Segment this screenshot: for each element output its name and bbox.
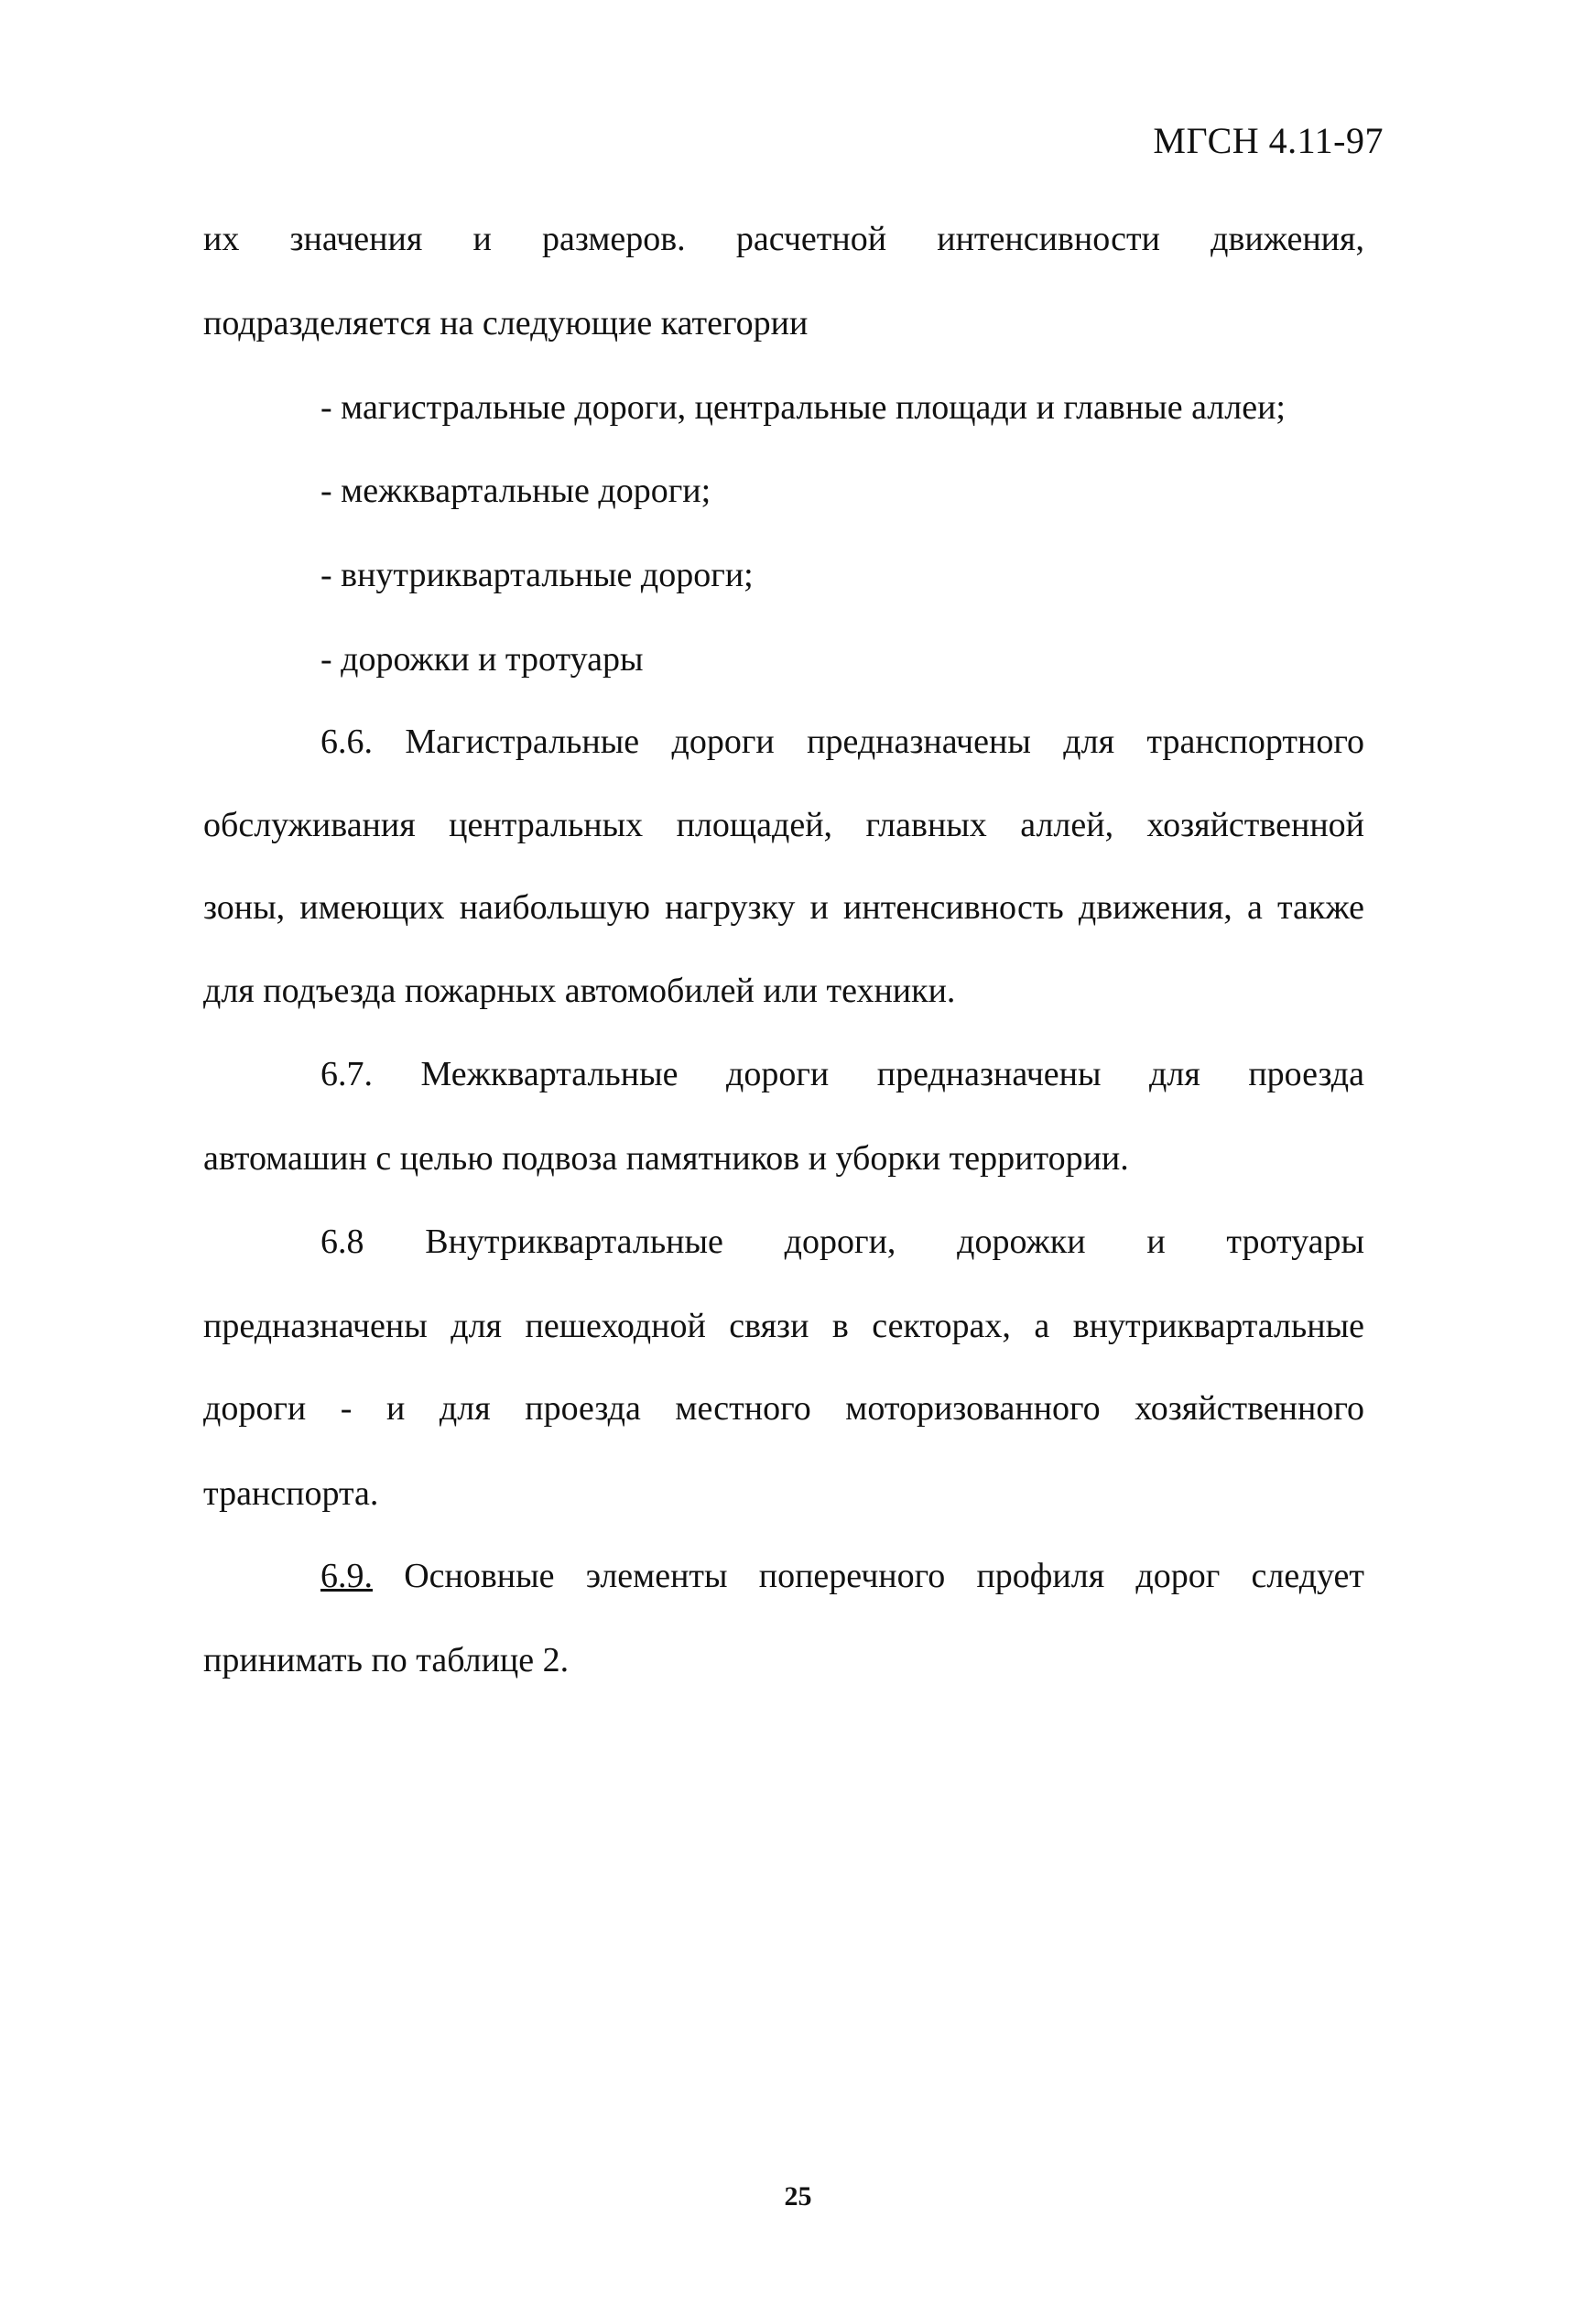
document-code: МГСН 4.11-97 xyxy=(1153,120,1384,161)
body-line: их значения и размеров. расчетной интенсивности движения, xyxy=(203,220,1364,258)
list-item: - дорожки и тротуары xyxy=(320,640,644,679)
paragraph-6-9-line: принимать по таблице 2. xyxy=(203,1641,570,1679)
list-item: - магистральные дороги, центральные площади и главные аллеи; xyxy=(320,388,1286,427)
paragraph-6-8-line: предназначены для пешеходной связи в секторах, а внутриквартальные xyxy=(203,1307,1364,1345)
paragraph-6-8-line: транспорта. xyxy=(203,1474,379,1513)
paragraph-6-7-line: автомашин с целью подвоза памятников и уборки территории. xyxy=(203,1139,1129,1178)
paragraph-6-8-line: дороги - и для проезда местного моторизованного хозяйственного xyxy=(203,1389,1364,1428)
paragraph-6-9-line xyxy=(320,1555,1364,1597)
paragraph-6-6-line: для подъезда пожарных автомобилей или техники. xyxy=(203,972,956,1010)
paragraph-6-7-line: 6.7. Межквартальные дороги предназначены для проезда xyxy=(320,1055,1364,1093)
paragraph-6-8-line: 6.8 Внутриквартальные дороги, дорожки и тротуары xyxy=(320,1223,1364,1261)
paragraph-number: 6.9. xyxy=(320,1557,373,1595)
paragraph-6-6-line: 6.6. Магистральные дороги предназначены для транспортного xyxy=(320,723,1364,761)
page-number: 25 xyxy=(784,2181,812,2212)
body-line: подразделяется на следующие категории xyxy=(203,304,809,342)
paragraph-text: Основные элементы поперечного профиля дорог следует xyxy=(373,1557,1364,1595)
list-item: - внутриквартальные дороги; xyxy=(320,556,754,594)
list-item: - межквартальные дороги; xyxy=(320,472,711,510)
paragraph-6-6-line: обслуживания центральных площадей, главных аллей, хозяйственной xyxy=(203,806,1364,844)
paragraph-6-6-line: зоны, имеющих наибольшую нагрузку и интенсивность движения, а также xyxy=(203,888,1364,927)
